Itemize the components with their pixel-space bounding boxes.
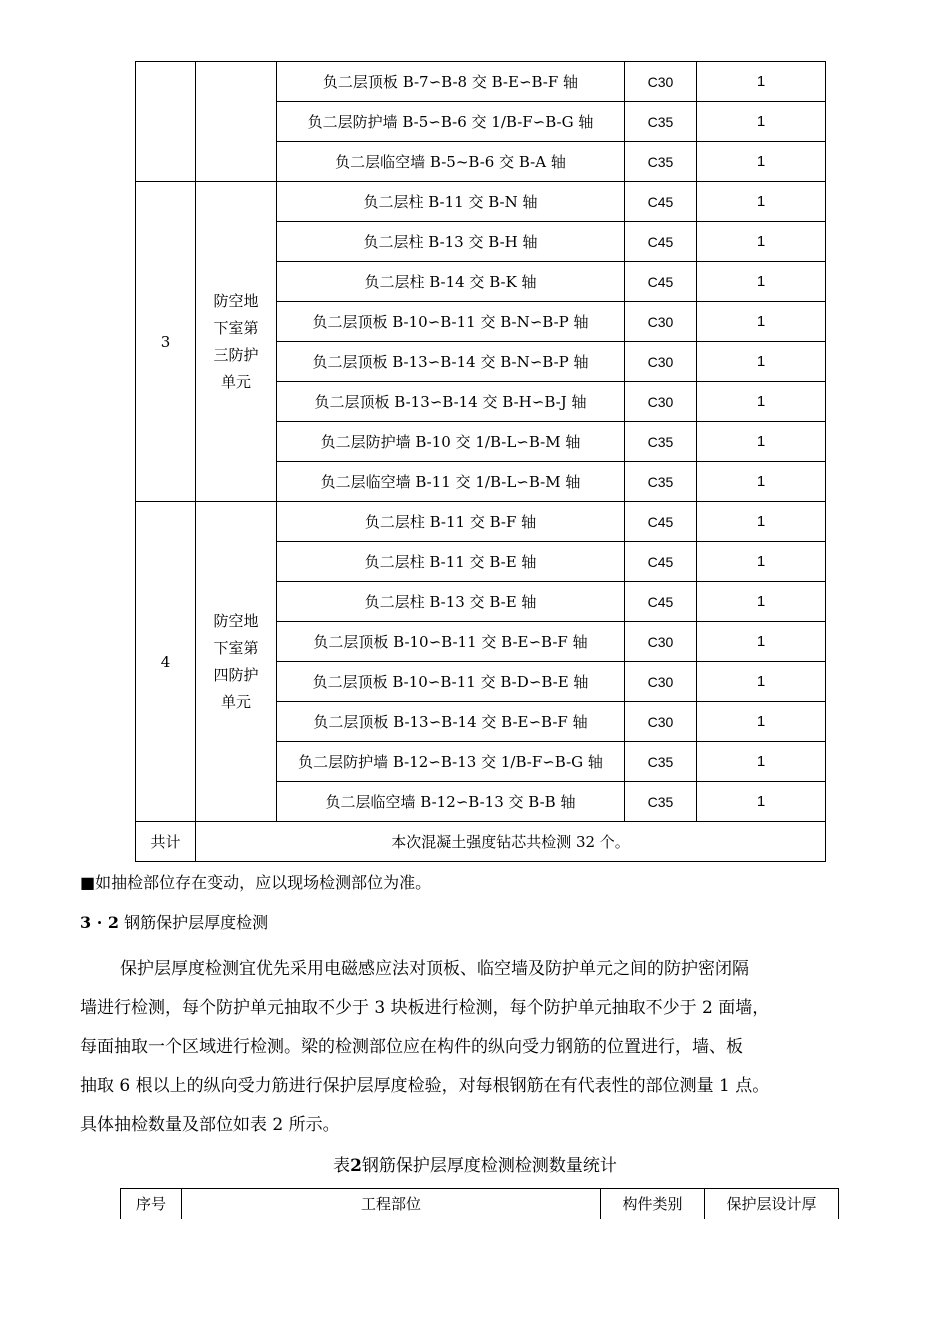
count-cell: 1 <box>697 462 826 502</box>
location-cell: 负二层顶板 B-10∽B-11 交 B-D∽B-E 轴 <box>277 662 625 702</box>
grade-cell: C30 <box>625 622 697 662</box>
paragraph-line: 具体抽检数量及部位如表 2 所示。 <box>80 1115 340 1135</box>
unit-line: 防空地 <box>213 611 259 630</box>
location-cell: 负二层柱 B-11 交 B-E 轴 <box>277 542 625 582</box>
header-component-type: 构件类别 <box>601 1189 705 1220</box>
caption-title: 钢筋保护层厚度检测检测数量统计 <box>361 1156 617 1176</box>
location-cell: 负二层柱 B-13 交 B-E 轴 <box>277 582 625 622</box>
paragraph-line: 保护层厚度检测宜优先采用电磁感应法对顶板、临空墙及防护单元之间的防护密闭隔 <box>120 959 749 979</box>
unit-line: 下室第 <box>213 638 259 657</box>
count-cell: 1 <box>697 582 826 622</box>
count-cell: 1 <box>697 782 826 822</box>
count-cell: 1 <box>697 622 826 662</box>
count-cell: 1 <box>697 102 826 142</box>
location-cell: 负二层临空墙 B-11 交 1/B-L∽B-M 轴 <box>277 462 625 502</box>
count-cell: 1 <box>697 142 826 182</box>
location-cell: 负二层顶板 B-7∽B-8 交 B-E∽B-F 轴 <box>277 62 625 102</box>
grade-cell: C45 <box>625 222 697 262</box>
count-cell: 1 <box>697 382 826 422</box>
header-cover-design: 保护层设计厚 <box>705 1189 839 1220</box>
grade-cell: C35 <box>625 462 697 502</box>
location-cell: 负二层顶板 B-13∽B-14 交 B-E∽B-F 轴 <box>277 702 625 742</box>
note-text: ■如抽检部位存在变动，应以现场检测部位为准。 <box>80 873 432 892</box>
count-cell: 1 <box>697 702 826 742</box>
table-row <box>136 62 826 102</box>
location-cell: 负二层顶板 B-10∽B-11 交 B-N∽B-P 轴 <box>277 302 625 342</box>
count-cell: 1 <box>697 742 826 782</box>
cover-thickness-table <box>120 1188 839 1219</box>
index-cell: 4 <box>136 502 196 822</box>
grade-cell: C30 <box>625 382 697 422</box>
table-row <box>136 502 826 542</box>
grade-cell: C35 <box>625 102 697 142</box>
caption-number: 2 <box>350 1156 362 1176</box>
unit-line: 三防护 <box>213 345 259 364</box>
grade-cell: C35 <box>625 782 697 822</box>
unit-line: 下室第 <box>213 318 259 337</box>
total-row <box>136 822 826 862</box>
grade-cell: C30 <box>625 342 697 382</box>
location-cell: 负二层顶板 B-13∽B-14 交 B-H∽B-J 轴 <box>277 382 625 422</box>
location-cell: 负二层防护墙 B-10 交 1/B-L∽B-M 轴 <box>277 422 625 462</box>
index-cell: 3 <box>136 182 196 502</box>
grade-cell: C45 <box>625 262 697 302</box>
count-cell: 1 <box>697 422 826 462</box>
unit-cell <box>196 502 277 822</box>
count-cell: 1 <box>697 662 826 702</box>
grade-cell: C35 <box>625 142 697 182</box>
total-label: 共计 <box>136 822 196 862</box>
unit-line: 四防护 <box>213 665 259 684</box>
location-cell: 负二层柱 B-11 交 B-N 轴 <box>277 182 625 222</box>
header-index: 序号 <box>121 1189 182 1220</box>
table-header-row <box>121 1189 839 1220</box>
paragraph-line: 每面抽取一个区域进行检测。梁的检测部位应在构件的纵向受力钢筋的位置进行，墙、板 <box>80 1037 743 1057</box>
grade-cell: C30 <box>625 702 697 742</box>
count-cell: 1 <box>697 542 826 582</box>
grade-cell: C45 <box>625 182 697 222</box>
location-cell: 负二层顶板 B-10∽B-11 交 B-E∽B-F 轴 <box>277 622 625 662</box>
section-number: 3 · 2 <box>80 913 119 932</box>
count-cell: 1 <box>697 262 826 302</box>
location-cell: 负二层防护墙 B-5∽B-6 交 1/B-F∽B-G 轴 <box>277 102 625 142</box>
unit-cell <box>196 62 277 182</box>
unit-line: 防空地 <box>213 291 259 310</box>
total-text: 本次混凝土强度钻芯共检测 32 个。 <box>196 822 826 862</box>
grade-cell: C30 <box>625 62 697 102</box>
header-location: 工程部位 <box>182 1189 601 1220</box>
table-row <box>136 182 826 222</box>
body-paragraph <box>80 950 880 1145</box>
location-cell: 负二层临空墙 B-5~B-6 交 B-A 轴 <box>277 142 625 182</box>
index-cell <box>136 62 196 182</box>
grade-cell: C45 <box>625 542 697 582</box>
location-cell: 负二层临空墙 B-12∽B-13 交 B-B 轴 <box>277 782 625 822</box>
paragraph-line: 抽取 6 根以上的纵向受力筋进行保护层厚度检验，对每根钢筋在有代表性的部位测量 1 点。 <box>80 1076 770 1096</box>
caption-prefix: 表 <box>333 1156 351 1176</box>
unit-cell <box>196 182 277 502</box>
location-cell: 负二层柱 B-14 交 B-K 轴 <box>277 262 625 302</box>
concrete-coring-table <box>135 61 826 862</box>
count-cell: 1 <box>697 302 826 342</box>
count-cell: 1 <box>697 62 826 102</box>
unit-line: 单元 <box>220 692 251 711</box>
count-cell: 1 <box>697 222 826 262</box>
grade-cell: C45 <box>625 582 697 622</box>
paragraph-line: 墙进行检测，每个防护单元抽取不少于 3 块板进行检测，每个防护单元抽取不少于 2 面墙， <box>80 998 770 1018</box>
grade-cell: C30 <box>625 662 697 702</box>
grade-cell: C35 <box>625 422 697 462</box>
location-cell: 负二层防护墙 B-12∽B-13 交 1/B-F∽B-G 轴 <box>277 742 625 782</box>
grade-cell: C45 <box>625 502 697 542</box>
count-cell: 1 <box>697 182 826 222</box>
grade-cell: C35 <box>625 742 697 782</box>
location-cell: 负二层柱 B-13 交 B-H 轴 <box>277 222 625 262</box>
location-cell: 负二层柱 B-11 交 B-F 轴 <box>277 502 625 542</box>
grade-cell: C30 <box>625 302 697 342</box>
count-cell: 1 <box>697 342 826 382</box>
count-cell: 1 <box>697 502 826 542</box>
table-caption <box>0 1151 950 1176</box>
location-cell: 负二层顶板 B-13∽B-14 交 B-N∽B-P 轴 <box>277 342 625 382</box>
section-title: 钢筋保护层厚度检测 <box>124 913 269 932</box>
unit-line: 单元 <box>220 372 251 391</box>
section-heading <box>80 910 268 933</box>
